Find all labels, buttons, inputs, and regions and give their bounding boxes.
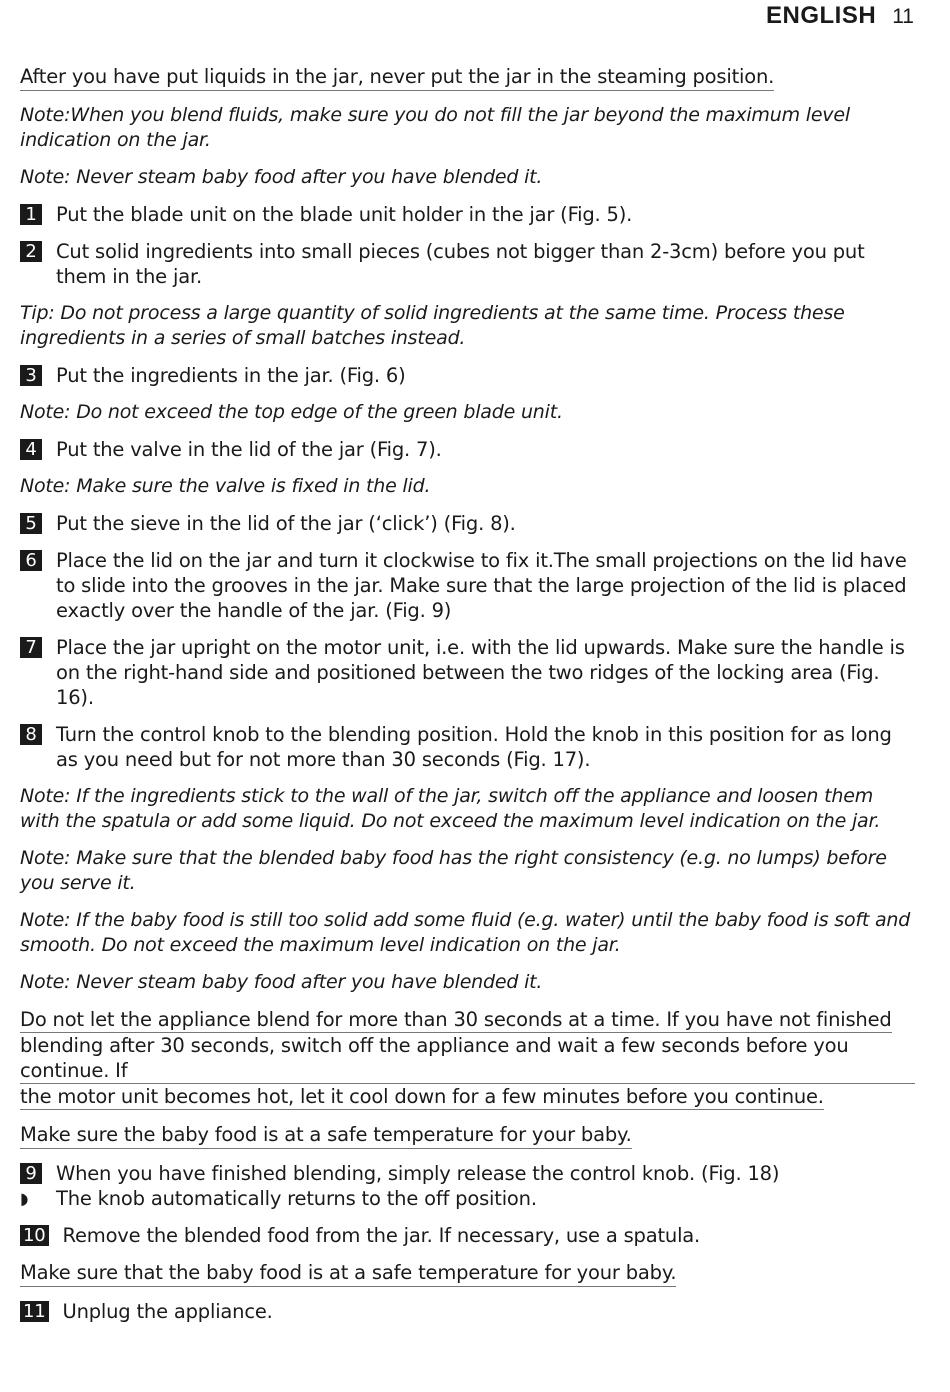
step-item (20, 1299, 915, 1324)
result-bullet-icon: ◗ (20, 1189, 29, 1208)
result-text: The knob automatically returns to the off position. (56, 1187, 537, 1210)
step-number: 1 (20, 204, 42, 225)
note-text: Note: Do not exceed the top edge of the green blade unit. (20, 401, 563, 423)
step-number: 4 (20, 439, 42, 460)
step-text: Place the lid on the jar and turn it clockwise to fix it.The small projections on the lid have to slide into the grooves in the jar. Make sure that the large projection of the lid is placed exactly over the handle of the jar. (Fig. 9) (56, 549, 907, 622)
step-number: 6 (20, 550, 42, 571)
step-item (20, 239, 915, 289)
step-item (20, 548, 915, 623)
step-text: Put the ingredients in the jar. (Fig. 6) (56, 364, 406, 387)
step-text: Turn the control knob to the blending position. Hold the knob in this position for as long as you need but for not more than 30 seconds (Fig. 17). (56, 723, 892, 771)
page-number: 11 (892, 5, 914, 28)
step-item (20, 1223, 915, 1248)
note-text: Note: Make sure the valve is fixed in the lid. (20, 475, 431, 497)
step-number: 10 (20, 1225, 49, 1246)
step-number: 9 (20, 1163, 42, 1184)
warning-line: the motor unit becomes hot, let it cool down for a few minutes before you continue. (20, 1085, 824, 1108)
page-body (20, 64, 915, 1336)
step-text: Unplug the appliance. (62, 1300, 273, 1323)
step-number: 8 (20, 724, 42, 745)
step-number: 3 (20, 365, 42, 386)
warning-text: Make sure that the baby food is at a safe temperature for your baby. (20, 1260, 676, 1287)
warning-line: Do not let the appliance blend for more than 30 seconds at a time. If you have not finished (20, 1008, 892, 1031)
step-item (20, 1161, 915, 1186)
warning-line: blending after 30 seconds, switch off the appliance and wait a few seconds before you continue. If (20, 1033, 915, 1084)
step-number: 11 (20, 1301, 49, 1322)
note-text: Note: If the ingredients stick to the wall of the jar, switch off the appliance and loosen them with the spatula or add some liquid. Do not exceed the maximum level indication on the jar. (20, 785, 881, 832)
warning-text: After you have put liquids in the jar, never put the jar in the steaming position. (20, 64, 774, 91)
step-text: When you have finished blending, simply release the control knob. (Fig. 18) (56, 1162, 780, 1185)
step-text: Put the valve in the lid of the jar (Fig. 7). (56, 438, 442, 461)
note-text: Note: Make sure that the blended baby food has the right consistency (e.g. no lumps) before you serve it. (20, 847, 887, 894)
warning-block (20, 1007, 915, 1110)
language-label: ENGLISH (766, 2, 877, 29)
step-text: Cut solid ingredients into small pieces (cubes not bigger than 2-3cm) before you put them in the jar. (56, 240, 865, 288)
step-text: Remove the blended food from the jar. If necessary, use a spatula. (62, 1224, 701, 1247)
note-text: Note: Never steam baby food after you have blended it. (20, 166, 543, 188)
note-text: Note: If the baby food is still too solid add some fluid (e.g. water) until the baby food is soft and smooth. Do not exceed the maximum level indication on the jar. (20, 909, 911, 956)
step-number: 7 (20, 637, 42, 658)
page-header (766, 2, 914, 30)
step-item (20, 363, 915, 388)
step-result (20, 1186, 915, 1211)
step-item (20, 202, 915, 227)
step-text: Place the jar upright on the motor unit, i.e. with the lid upwards. Make sure the handle is on the right-hand side and positioned between the two ridges of the locking area (Fig. 16). (56, 636, 905, 709)
step-text: Put the sieve in the lid of the jar (‘click’) (Fig. 8). (56, 512, 516, 535)
step-text: Put the blade unit on the blade unit holder in the jar (Fig. 5). (56, 203, 633, 226)
step-item (20, 511, 915, 536)
step-item (20, 635, 915, 710)
step-number: 5 (20, 513, 42, 534)
tip-text: Tip: Do not process a large quantity of solid ingredients at the same time. Process these ingredients in a series of small batches instead. (20, 302, 845, 349)
note-text: Note: Never steam baby food after you have blended it. (20, 971, 543, 993)
step-item (20, 722, 915, 772)
step-item (20, 437, 915, 462)
step-number: 2 (20, 241, 42, 262)
note-text: Note:When you blend fluids, make sure you do not fill the jar beyond the maximum level indication on the jar. (20, 104, 850, 151)
warning-text: Make sure the baby food is at a safe temperature for your baby. (20, 1122, 632, 1149)
